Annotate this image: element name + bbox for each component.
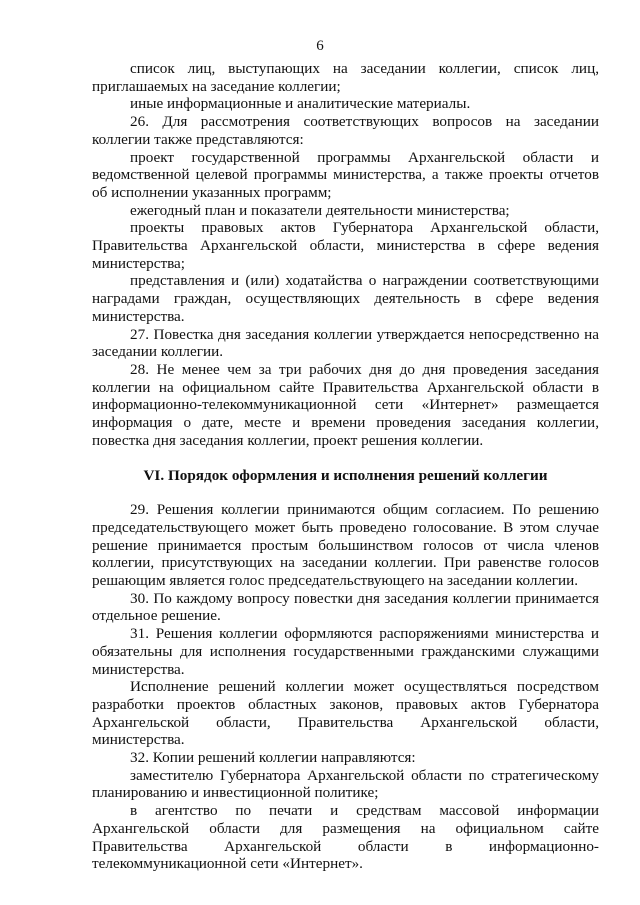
spacer [92, 449, 599, 467]
paragraph: 29. Решения коллегии принимаются общим согласием. По решению председательствующего может быть проведено голосование. В этом случае решение принимается простым большинством голосов от числа членов коллегии, присутствующих на заседании коллегии. При равенстве голосов решающим является голос председательствующего на заседании коллегии. [92, 501, 599, 589]
paragraph: проекты правовых актов Губернатора Архангельской области, Правительства Архангельской области, министерства в сфере ведения министерства; [92, 219, 599, 272]
paragraph: проект государственной программы Архангельской области и ведомственной целевой программы министерства, а также проекты отчетов об исполнении указанных программ; [92, 148, 599, 201]
paragraph: Исполнение решений коллегии может осуществляться посредством разработки проектов областных законов, правовых актов Губернатора Архангельской области, Правительства Архангельской области, министерства. [92, 678, 599, 749]
paragraph: ежегодный план и показатели деятельности министерства; [130, 201, 510, 219]
paragraph: 28. Не менее чем за три рабочих дня до дня проведения заседания коллегии на официальном сайте Правительства Архангельской области в информационно-телекоммуникационной сети «Интернет» размещается информация о дате, месте и времени проведения заседания коллегии, повестка дня заседания коллегии, проект решения коллегии. [92, 360, 599, 449]
paragraph: в агентство по печати и средствам массовой информации Архангельской области для размещения на официальном сайте Правительства Архангельской области в информационно-телекоммуникационной сети «Интернет». [92, 802, 599, 873]
spacer [92, 485, 599, 501]
paragraph: представления и (или) ходатайства о награждении соответствующими наградами граждан, осуществляющих деятельность в сфере ведения министерства. [92, 272, 599, 325]
paragraph: 30. По каждому вопросу повестки дня заседания коллегии принимается отдельное решение. [92, 589, 599, 625]
section-heading: VI. Порядок оформления и исполнения решений коллегии [143, 467, 548, 485]
paragraph: заместителю Губернатора Архангельской области по стратегическому планированию и инвестиционной политике; [92, 766, 599, 802]
paragraph: 26. Для рассмотрения соответствующих вопросов на заседании коллегии также представляются: [92, 113, 599, 148]
paragraph: 32. Копии решений коллегии направляются: [130, 749, 416, 767]
paragraph: 27. Повестка дня заседания коллегии утверждается непосредственно на заседании коллегии. [92, 325, 599, 361]
document-body [92, 60, 599, 873]
paragraph: иные информационные и аналитические материалы. [130, 95, 471, 113]
paragraph: 31. Решения коллегии оформляются распоряжениями министерства и обязательны для исполнения государственными гражданскими служащими министерства. [92, 625, 599, 678]
page-number: 6 [316, 38, 324, 54]
paragraph: список лиц, выступающих на заседании коллегии, список лиц, приглашаемых на заседание коллегии; [92, 60, 599, 95]
